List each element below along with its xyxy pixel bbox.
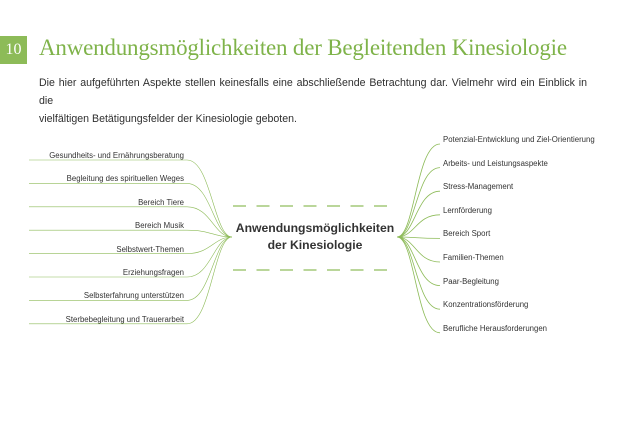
center-label-line: der Kinesiologie [267,238,363,252]
left-branch-item: Gesundheits- und Ernährungsberatung [49,151,184,160]
center-label-line: Anwendungsmöglichkeiten [235,221,395,235]
left-branch-item: Bereich Tiere [138,197,184,207]
left-branch-item: Erziehungsfragen [122,268,184,277]
right-branch-item: Potenzial-Entwicklung und Ziel-Orientierung [443,135,595,144]
page-number: 10 [0,36,27,64]
left-branch-line [29,160,232,237]
mindmap-center-label [226,220,404,254]
intro-line: Die hier aufgeführten Aspekte stellen keinesfalls eine abschließende Betrachtung dar. Vielmehr wird ein Einblick in die [39,77,587,107]
left-branch-item: Begleitung des spirituellen Weges [66,174,184,184]
right-branch-item: Berufliche Herausforderungen [443,323,548,333]
left-branch-line [29,230,232,237]
right-branch-item: Lernförderung [443,205,492,215]
left-branch-line [29,183,232,237]
intro-line: vielfältigen Betätigungsfelder der Kinesiologie geboten. [39,113,297,125]
left-branch-line [29,207,232,237]
right-branch-item: Paar-Begleitung [443,276,499,286]
left-branch-item: Sterbebegleitung und Trauerarbeit [65,314,184,324]
left-branch-item: Bereich Musik [135,221,184,231]
right-branch-item: Familien-Themen [443,253,504,262]
page-title: Anwendungsmöglichkeiten der Begleitenden Kinesiologie [39,35,567,60]
right-branch-item: Konzentrationsförderung [443,300,529,310]
right-branch-item: Arbeits- und Leistungsaspekte [443,158,548,168]
right-branch-item: Bereich Sport [443,229,491,239]
left-branch-item: Selbsterfahrung unterstützen [83,291,184,301]
right-branch-item: Stress-Management [443,182,514,192]
left-branch-item: Selbstwert-Themen [116,244,184,254]
